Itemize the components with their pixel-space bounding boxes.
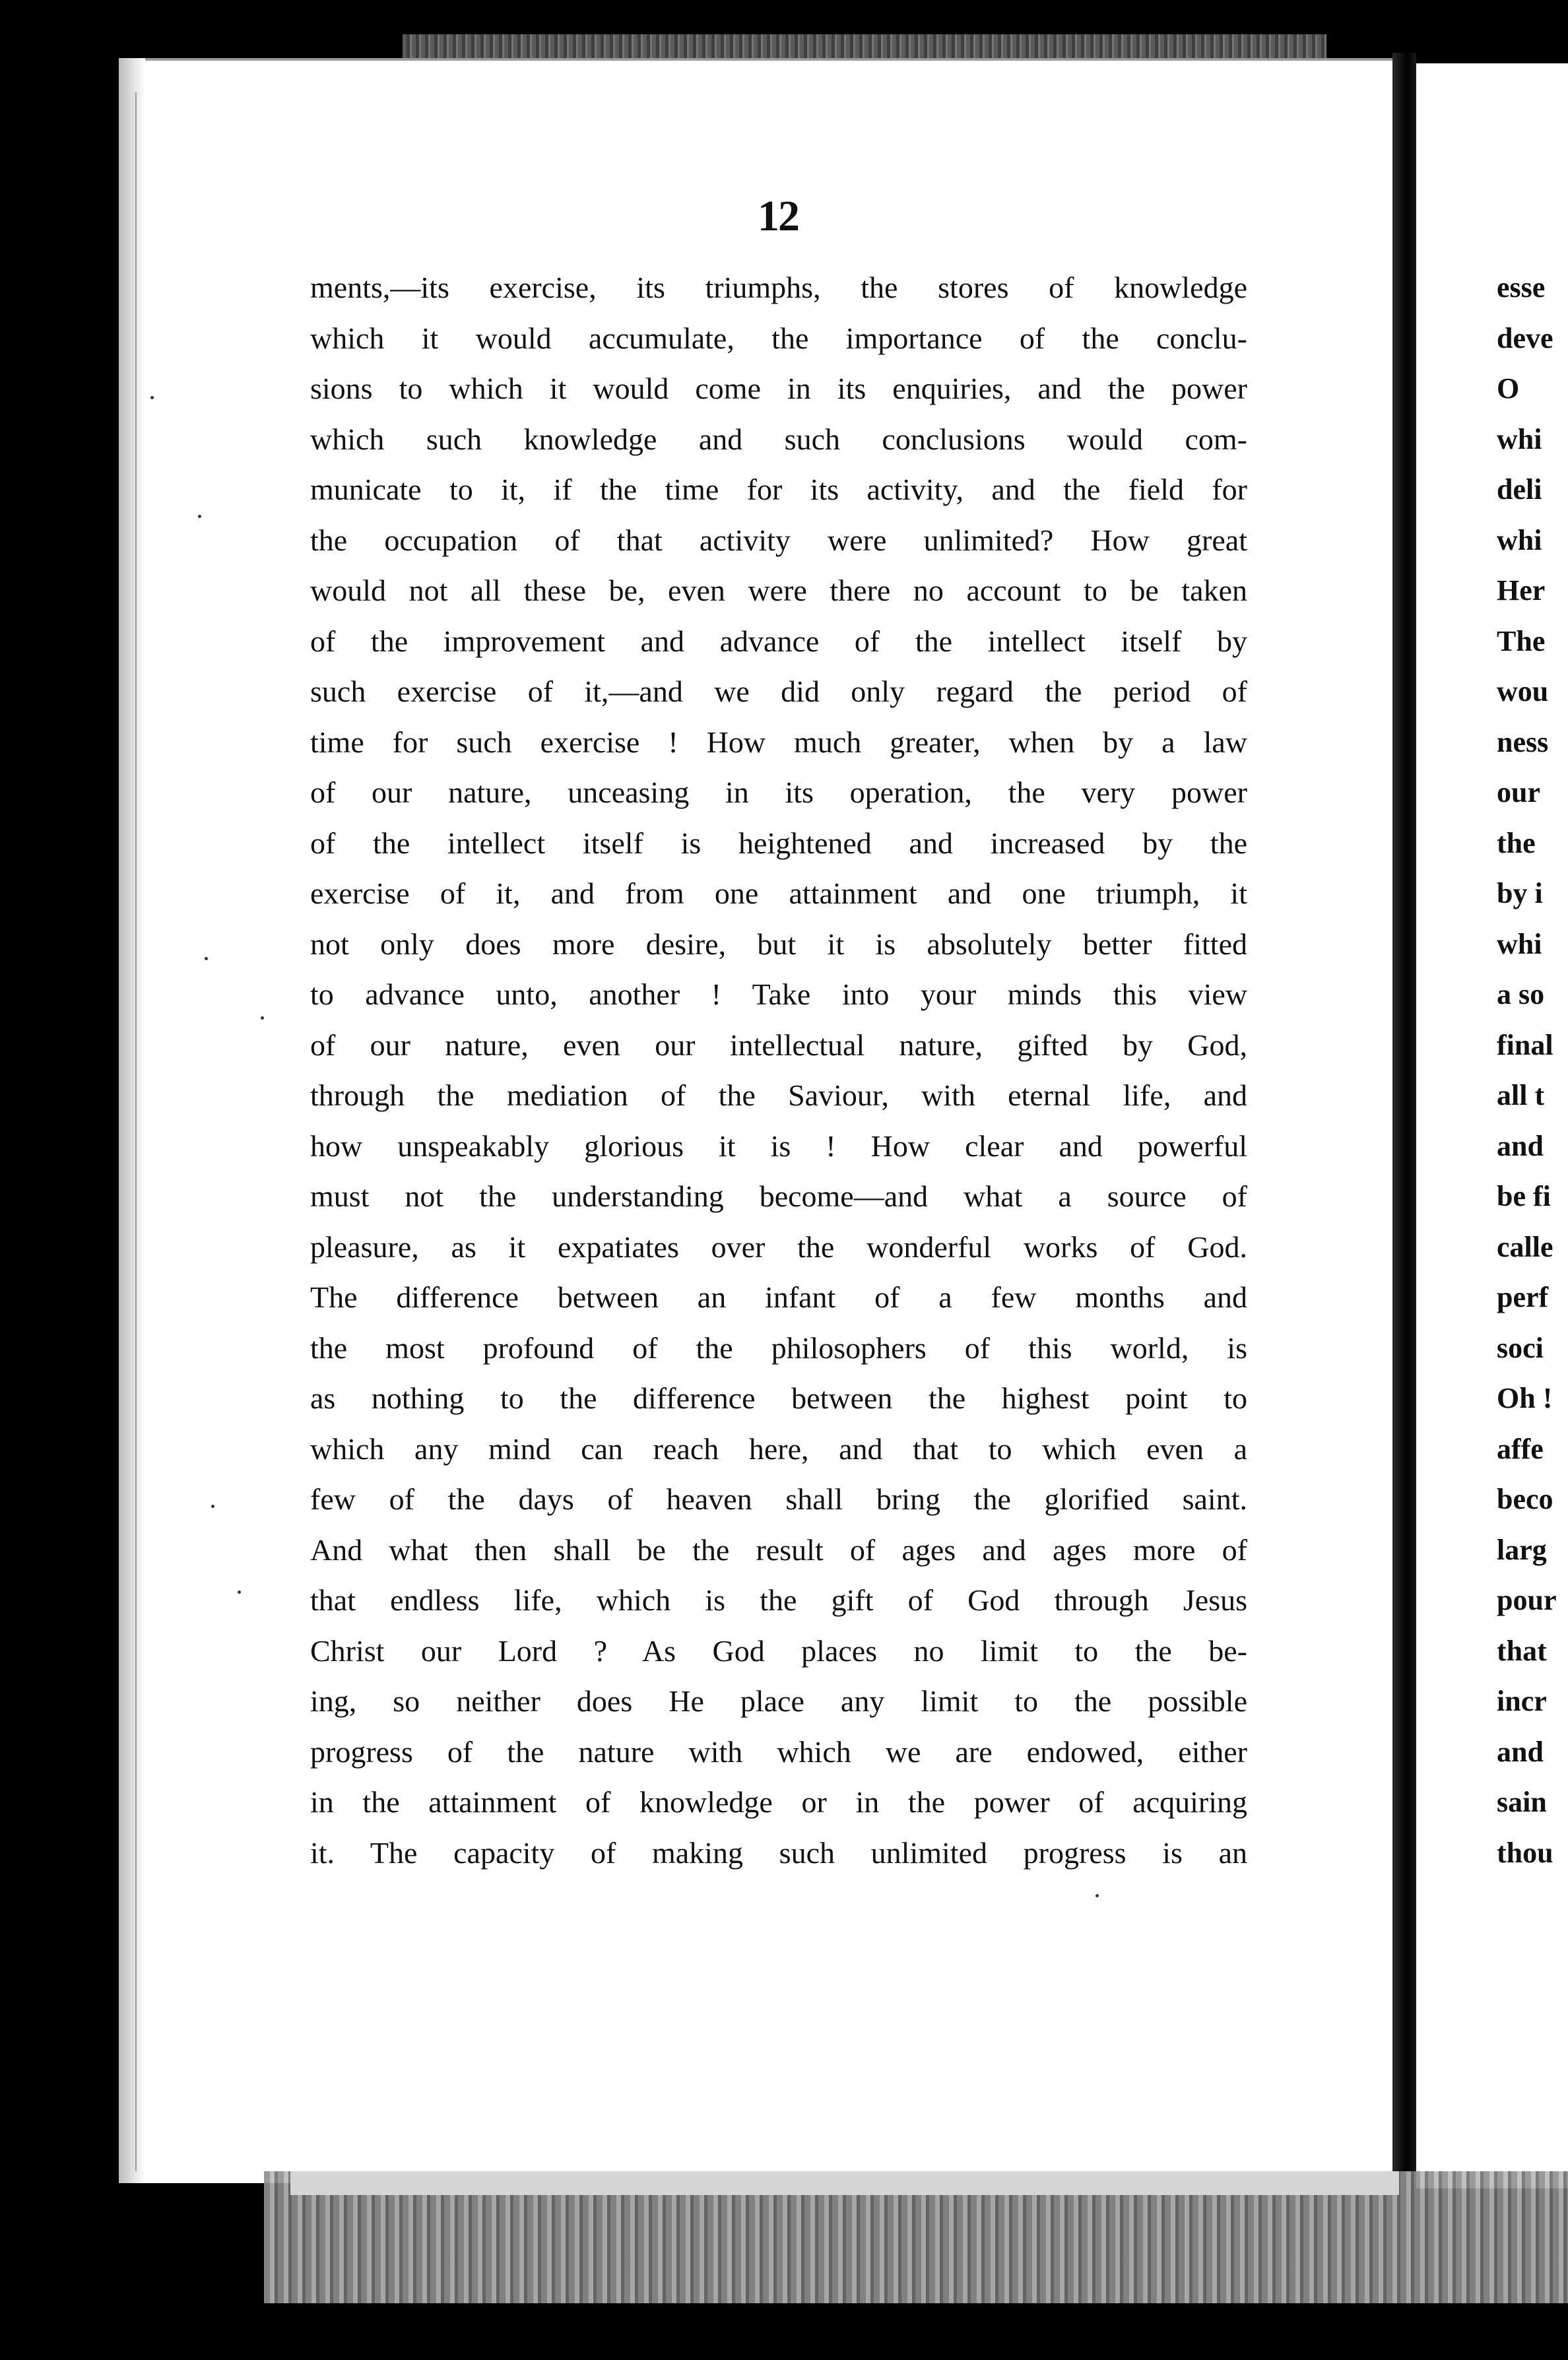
text-line: in the attainment of knowledge or in the power of acquiring [310,1785,1247,1819]
scan-speck [205,957,208,960]
facing-page-fragment: deli [1497,473,1542,506]
text-line: the most profound of the philosophers of this world, is [310,1330,1247,1365]
facing-page-fragment: whi [1497,927,1542,960]
text-line: of the improvement and advance of the intellect itself by [310,624,1247,658]
facing-page-fragment: and [1497,1129,1544,1162]
text-line: that endless life, which is the gift of God through Jesus [310,1583,1247,1617]
scan-speck [150,396,154,399]
facing-page-fragment: esse [1497,271,1546,304]
facing-page-fragment: all t [1497,1079,1545,1111]
facing-page-fragment: larg [1497,1533,1547,1566]
text-line: which it would accumulate, the importance of the conclu- [310,321,1247,355]
facing-page-fragment: be fi [1497,1180,1551,1212]
facing-page-fragment: incr [1497,1685,1547,1717]
facing-page-fragment: deve [1497,321,1553,354]
text-line: of our nature, even our intellectual nature, gifted by God, [310,1028,1247,1062]
facing-page-fragment: Oh ! [1497,1382,1553,1414]
text-line: which any mind can reach here, and that to which even a [310,1431,1247,1466]
text-line: to advance unto, another ! Take into your minds this view [310,977,1247,1011]
text-line: few of the days of heaven shall bring the glorified saint. [310,1482,1247,1516]
page-number: 12 [758,192,799,240]
facing-page-fragment: the [1497,826,1536,859]
text-line: sions to which it would come in its enquiries, and the power [310,372,1247,405]
text-line: progress of the nature with which we are endowed, either [310,1734,1247,1769]
text-line: not only does more desire, but it is absolutely better fitted [310,927,1247,961]
text-line: ments,—its exercise, its triumphs, the stores of knowledge [310,271,1247,304]
facing-page-fragment: The [1497,624,1546,657]
text-line: exercise of it, and from one attainment and one triumph, it [310,876,1247,910]
facing-page-fragment: that [1497,1634,1547,1667]
text-line: would not all these be, even were there no account to be taken [310,574,1247,607]
facing-page-fragment: wou [1497,675,1549,707]
facing-page-fragment: beco [1497,1483,1553,1515]
scan-speck [238,1590,241,1594]
text-line: such exercise of it,—and we did only regard the period of [310,674,1247,708]
facing-page-fragment: pour [1497,1584,1557,1616]
body-text [310,263,1247,1878]
text-line: which such knowledge and such conclusions would com- [310,422,1247,456]
facing-page-fragment: calle [1497,1230,1553,1263]
facing-page-fragment: by i [1497,877,1543,909]
text-line: pleasure, as it expatiates over the wonderful works of God. [310,1229,1247,1264]
book-gutter [1392,53,1416,2191]
text-line: And what then shall be the result of ages and ages more of [310,1532,1247,1567]
scan-speck [1095,1894,1099,1897]
facing-page-fragment: ness [1497,725,1549,758]
facing-page-fragment: affe [1497,1432,1544,1465]
text-line: the occupation of that activity were unlimited? How great [310,523,1247,557]
text-line: Christ our Lord ? As God places no limit to the be- [310,1633,1247,1668]
scan-speck [198,515,201,518]
text-line: of our nature, unceasing in its operation, the very power [310,775,1247,809]
text-line: how unspeakably glorious it is ! How clear and powerful [310,1129,1247,1163]
facing-page-fragment: and [1497,1735,1544,1768]
facing-page-fragment: whi [1497,422,1542,455]
page-bottom-margin [290,2171,1399,2195]
text-line: through the mediation of the Saviour, with eternal life, and [310,1078,1247,1112]
text-line: ing, so neither does He place any limit to the possible [310,1684,1247,1718]
facing-page-fragment: thou [1497,1836,1553,1869]
text-line: must not the understanding become—and what a source of [310,1179,1247,1213]
facing-page-fragment: whi [1497,523,1542,556]
facing-page-fragment: O [1497,372,1520,405]
text-line: The difference between an infant of a few months and [310,1280,1247,1314]
facing-page-fragment: soci [1497,1331,1544,1364]
facing-page-fragment: sain [1497,1786,1547,1818]
facing-page-text [1497,263,1568,1878]
facing-page-fragment: our [1497,776,1540,808]
page-edge-rule [135,92,137,2171]
scan-speck [211,1505,214,1508]
facing-page-fragment: perf [1497,1281,1549,1313]
scan-speck [261,1016,264,1020]
text-line: it. The capacity of making such unlimited progress is an [310,1835,1247,1870]
facing-page-fragment: a so [1497,978,1545,1010]
facing-page-fragment: final [1497,1028,1553,1061]
text-line: time for such exercise ! How much greater, when by a law [310,725,1247,759]
text-line: as nothing to the difference between the highest point to [310,1381,1247,1415]
text-line: of the intellect itself is heightened and increased by the [310,826,1247,860]
facing-page-fragment: Her [1497,574,1546,606]
text-line: municate to it, if the time for its activity, and the field for [310,473,1247,506]
